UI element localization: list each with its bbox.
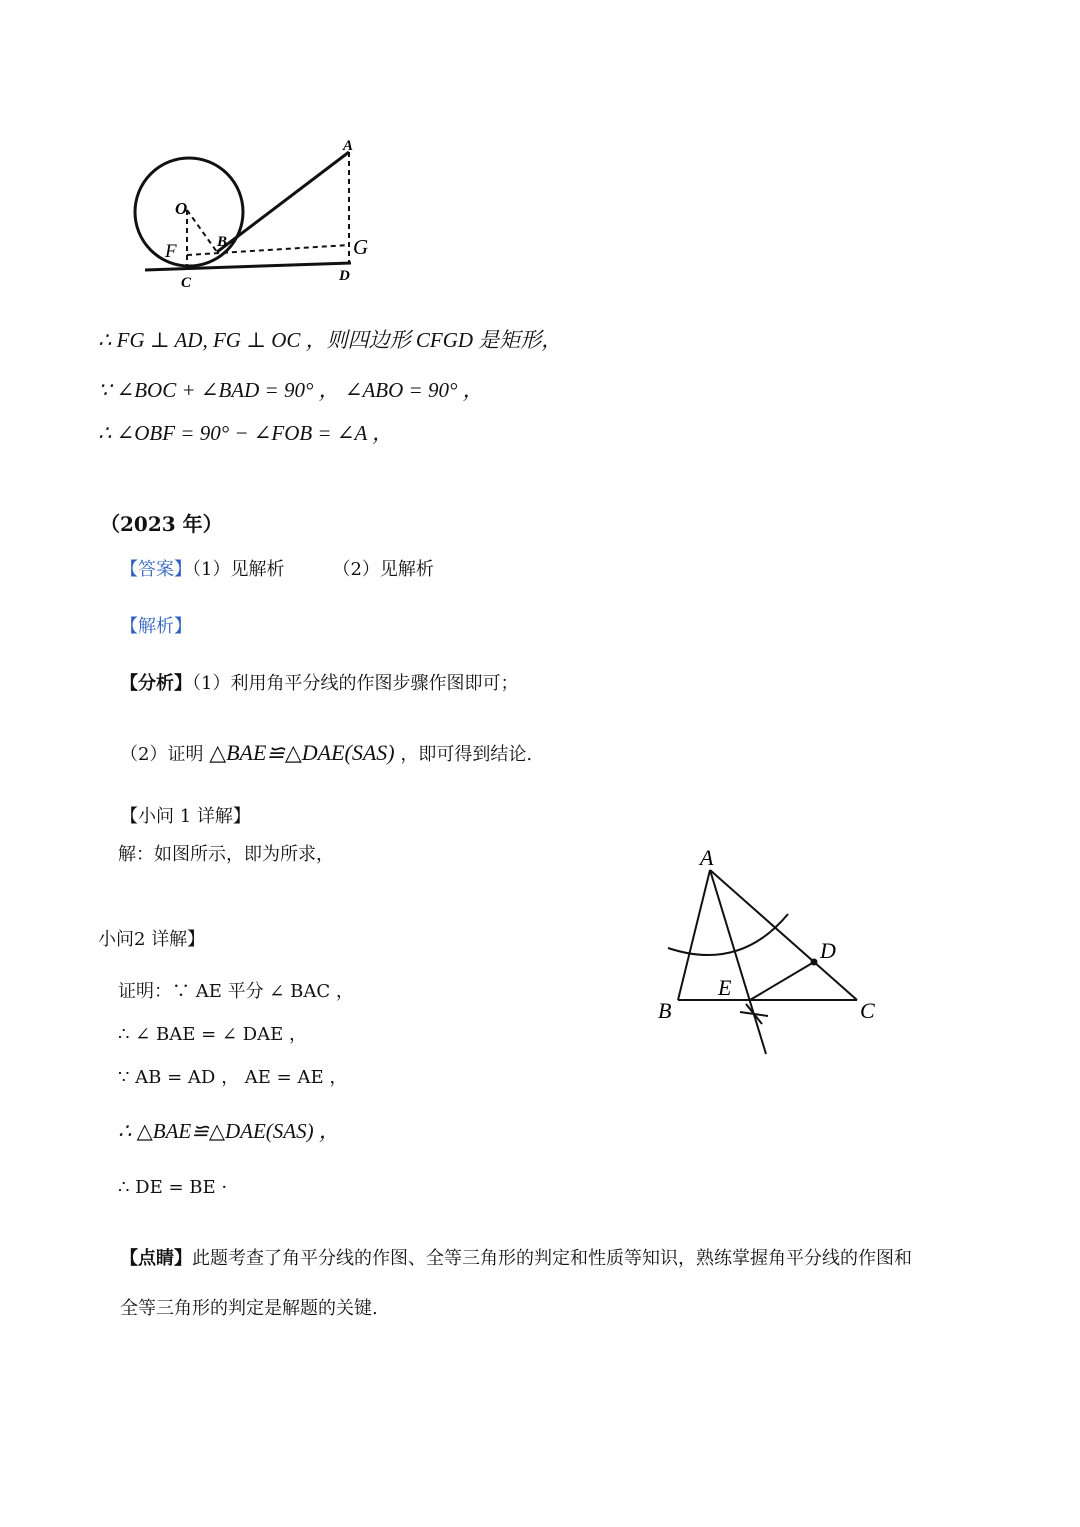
dianjing-tag: 【点睛】	[120, 1248, 192, 1269]
point-d	[811, 959, 818, 966]
segment-de	[750, 962, 814, 1000]
fenxi-line2-suffix: ，即可得到结论.	[400, 744, 533, 765]
dashed-fg	[187, 245, 349, 255]
year-heading: （2023 年）	[100, 512, 223, 536]
answer-tag: 【答案】	[120, 559, 192, 580]
proof-step-1: 证明：∵ AE 平分 ∠ BAC ，	[118, 981, 354, 1002]
bisector-ae	[710, 870, 766, 1054]
label-a: A	[343, 138, 354, 154]
label-d: D	[339, 268, 350, 284]
fenxi-line2-prefix: （2）证明	[120, 744, 204, 765]
construction-arc-large	[668, 914, 788, 955]
proof-step-2: ∴ ∠ BAE = ∠ DAE ，	[118, 1024, 307, 1045]
circle-tangent-figure	[125, 130, 395, 295]
side-ab	[678, 870, 710, 1000]
label-c: C	[181, 275, 192, 291]
proof-line-angles: ∵ ∠BOC + ∠BAD = 90° ， ∠ABO = 90° ，	[98, 378, 484, 402]
proof-line-obf: ∴ ∠OBF = 90° − ∠FOB = ∠A ，	[98, 421, 394, 445]
label-tri-c: C	[860, 998, 875, 1023]
fenxi-text1: （1）利用角平分线的作图步骤作图即可；	[192, 673, 519, 694]
answer-part2: （2）见解析	[332, 559, 434, 580]
proof-line-rectangle: ∴ FG ⊥ AD, FG ⊥ OC ，则四边形 CFGD 是矩形，	[98, 328, 563, 352]
label-tri-d: D	[820, 938, 836, 963]
q1-text: 解：如图所示，即为所求，	[118, 844, 334, 865]
label-tri-a: A	[700, 845, 714, 870]
label-b: B	[217, 234, 228, 250]
proof-step-3: ∵ AB = AD ， AE = AE ，	[118, 1067, 348, 1088]
answer-line	[120, 555, 434, 581]
dianjing-text1: 此题考查了角平分线的作图、全等三角形的判定和性质等知识，熟练掌握角平分线的作图和	[192, 1248, 912, 1269]
label-tri-e: E	[718, 975, 732, 1000]
fenxi-line2-math: △BAE≌△DAE(SAS)	[209, 740, 395, 765]
label-o: O	[175, 199, 188, 218]
proof-step-5: ∴ DE = BE ·	[118, 1177, 228, 1198]
dianjing-line2: 全等三角形的判定是解题的关键.	[120, 1298, 378, 1319]
q1-tag: 【小问 1 详解】	[120, 806, 251, 827]
dashed-ob	[187, 210, 217, 252]
label-f: F	[165, 241, 177, 262]
answer-part1: （1）见解析	[192, 559, 285, 580]
proof-step-4: ∴ △BAE≌△DAE(SAS) ，	[118, 1119, 340, 1143]
line-ba	[217, 152, 349, 252]
dianjing-line1	[120, 1244, 912, 1270]
fenxi-tag: 【分析】	[120, 673, 192, 694]
triangle-bisector-figure	[650, 840, 890, 1065]
label-tri-b: B	[658, 998, 672, 1023]
q2-tag: 小问2 详解】	[98, 929, 206, 950]
fenxi-line1	[120, 669, 518, 695]
analysis-tag: 【解析】	[120, 616, 192, 637]
label-g: G	[353, 235, 369, 259]
fenxi-line2	[120, 740, 532, 766]
